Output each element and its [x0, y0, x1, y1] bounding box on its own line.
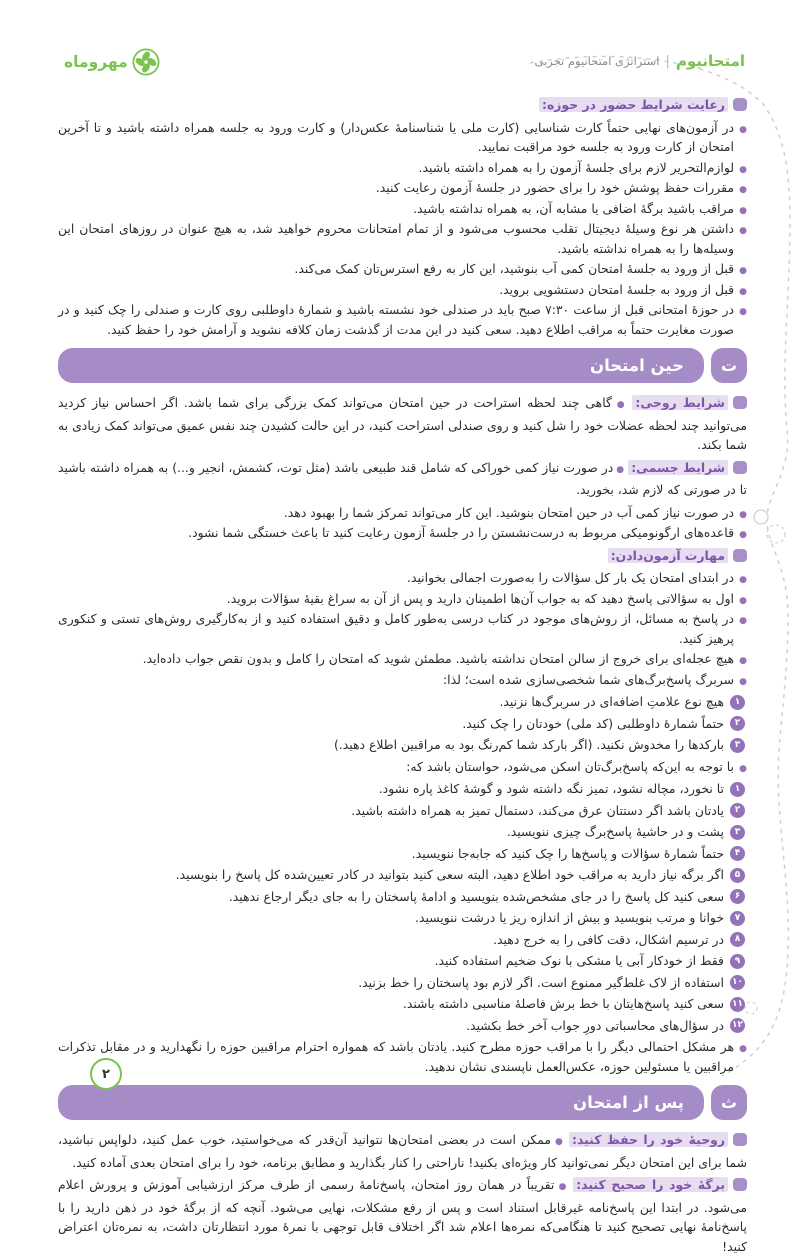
bullet-dot-icon: [739, 670, 747, 693]
bullet-dot-icon: [739, 219, 747, 242]
number-badge: ۶: [730, 889, 745, 904]
square-bullet-icon: [733, 461, 747, 474]
list-item: ● داشتن هر نوع وسیلهٔ دیجیتال تقلب محسوب می‌شود و از تمام امتحانات محروم خواهید شد، به هیچ عنوان در روزهای امتحان این وسیله‌ها را به همراه نداشته باشید.: [58, 219, 747, 258]
section-presence-heading: [58, 95, 747, 115]
section-text: در صورت نیاز کمی خوراکی که شامل قند طبیعی باشد (مثل توت، کشمش، انجیر و...) به همراه داشته باشید تا در صورتی که لازم شد، بخورید.: [58, 459, 747, 497]
pinwheel-icon: [131, 47, 161, 77]
banner-title: حین امتحان: [590, 356, 684, 375]
banner-bar: [58, 1085, 704, 1120]
square-bullet-icon: [733, 1178, 747, 1191]
banner-during-exam: [58, 348, 747, 383]
list-item: ● در آزمون‌های نهایی حتماً کارت شناسایی (کارت ملی یا شناسنامهٔ عکس‌دار) و کارت ورود به جلسه همراه داشته باشید و تا آخرین امتحان از کارت ورود به جلسه خود مراقبت نمایید.: [58, 118, 747, 157]
numbered-item: ۸ در ترسیم اشکال، دقت کافی را به خرج دهید.: [58, 930, 747, 950]
banner-letter-chip: ت: [711, 348, 747, 383]
banner-bar: [58, 348, 704, 383]
bullet-dot-icon: [612, 395, 627, 410]
number-badge: ۲: [730, 803, 745, 818]
numbered-item: ۳ بارکدها را مخدوش نکنید. (اگر بارکد شما کم‌رنگ بود به مراقبین اطلاع دهید.): [58, 735, 747, 755]
numbered-item: ۲ یادتان باشد اگر دستتان عرق می‌کند، دستمال تمیز به همراه داشته باشید.: [58, 801, 747, 821]
header-brand: [535, 52, 746, 70]
skill-bullet-list: [58, 568, 747, 689]
header-sheet-numbered-list: [58, 692, 747, 755]
section-label: شرایط جسمی:: [628, 460, 728, 475]
bullet-dot-icon: [739, 523, 747, 546]
square-bullet-icon: [733, 1133, 747, 1146]
section-check-sheet: [58, 1175, 747, 1256]
number-badge: ۹: [730, 954, 745, 969]
list-item: ● در حوزهٔ امتحانی قبل از ساعت ۷:۳۰ صبح باید در صندلی خود نشسته باشید و شمارهٔ داوطلبی روی کارت و صندلی را چک کنید و در صورت مغایرت حتماً به مراقب اطلاع دهید. سعی کنید در این مدت از گذشت زمان کلافه نشوید و آرامش خود را حفظ کنید.: [58, 300, 747, 339]
section-keep-spirit: [58, 1130, 747, 1172]
section-label: مهارت آزمون‌دادن:: [608, 548, 728, 563]
section-mental: [58, 393, 747, 455]
list-item: ● مراقب باشید برگهٔ اضافی یا مشابه آن، به همراه نداشته باشید.: [58, 199, 747, 219]
section-text: ممکن است در بعضی امتحان‌ها نتوانید آن‌قدر که می‌خواستید، خوب عمل کنید، دلواپس نباشید، شما برای این امتحان دیگر نمی‌توانید کار ویژه‌ای بکنید! ناراحتی را کنار بگذارید و مطابق برنامه، خود را برای امتحان بعدی آماده کنید.: [58, 1132, 747, 1170]
list-item: ● در صورت نیاز کمی آب در حین امتحان بنوشید. این کار می‌تواند تمرکز شما را بهبود دهد.: [58, 503, 747, 523]
number-badge: ۸: [730, 932, 745, 947]
bullet-dot-icon: [739, 199, 747, 222]
bullet-dot-icon: [739, 259, 747, 282]
number-badge: ۲: [730, 716, 745, 731]
bullet-dot-icon: [739, 1037, 747, 1060]
square-bullet-icon: [733, 98, 747, 111]
section-label: برگهٔ خود را صحیح کنید:: [573, 1177, 728, 1192]
banner-title: پس از امتحان: [573, 1093, 684, 1112]
section-text: تقریباً در همان روز امتحان، پاسخ‌نامهٔ رسمی از طرف مرکز ارزشیابی آموزش و پرورش اعلام می‌شود. در ابتدا این پاسخ‌نامه غیرقابل استناد است و پس از رفع مشکلات، نهایی می‌شود. آنچه که از برگهٔ خود در ذهن دارید را با پاسخ‌نامهٔ نهایی تصحیح کنید تا هنگامی‌که نمره‌ها اعلام شد اگر اختلاف قابل توجهی با نمرهٔ مورد انتظارتان داشت، به نمره‌تان اعتراض کنید!: [58, 1177, 747, 1254]
list-item: ● سربرگ پاسخ‌برگ‌های شما شخصی‌سازی شده است؛ لذا:: [58, 670, 747, 690]
numbered-item: ۱۰ استفاده از لاک غلط‌گیر ممنوع است. اگر لازم بود پاسختان را خط بزنید.: [358, 974, 743, 990]
list-item: ● با توجه به این‌که پاسخ‌برگ‌تان اسکن می‌شود، حواستان باشد که:: [58, 757, 747, 777]
numbered-item: ۳ پشت و در حاشیهٔ پاسخ‌برگ چیزی ننویسید.: [58, 822, 747, 842]
section-text: گاهی چند لحظه استراحت در حین امتحان می‌تواند کمک بزرگی برای شما باشد. اگر احساس نیاز کردید می‌توانید چند لحظه عضلات خود را شل کنید و روی صندلی استراحت کنید، در این حالت کشیدن چند نفس عمیق می‌تواند کمک زیادی به شما بکند.: [58, 395, 747, 452]
scan-intro: [58, 757, 747, 777]
number-badge: ۱۰: [730, 975, 745, 990]
bullet-dot-icon: [739, 158, 747, 181]
bullet-dot-icon: [739, 649, 747, 672]
bullet-dot-icon: [554, 1177, 568, 1192]
numbered-item: ۱ تا نخورد، مچاله نشود، تمیز نگه داشته شود و گوشهٔ کاغذ پاره نشود.: [58, 779, 747, 799]
bullet-dot-icon: [739, 609, 747, 632]
list-item: ● قبل از ورود به جلسهٔ امتحان دستشویی بروید.: [58, 280, 747, 300]
bullet-dot-icon: [739, 178, 747, 201]
physical-bullet-list: [58, 503, 747, 543]
numbered-item: ۱ هیچ نوع علامتِ اضافه‌ای در سربرگ‌ها نزنید.: [58, 692, 747, 712]
numbered-item: ۴ حتماً شمارهٔ سؤالات و پاسخ‌ها را چک کنید که جابه‌جا ننویسید.: [58, 844, 747, 864]
publisher-name: مهروماه: [64, 53, 128, 71]
bullet-dot-icon: [739, 589, 747, 612]
brand-subtitle: استراتژی امتحانیوم تجربی: [534, 54, 660, 68]
section-skill-heading: [58, 546, 747, 566]
numbered-item: ۷ خوانا و مرتب بنویسید و بیش از اندازه ریز یا درشت ننویسید.: [58, 908, 747, 928]
bullet-dot-icon: [739, 757, 747, 780]
list-item: ● لوازم‌التحریر لازم برای جلسهٔ آزمون را به همراه داشته باشید.: [58, 158, 747, 178]
list-item: ● قبل از ورود به جلسهٔ امتحان کمی آب بنوشید، این کار به رفع استرس‌تان کمک می‌کند.: [58, 259, 747, 279]
numbered-item: ۲ حتماً شمارهٔ داوطلبی (کد ملی) خودتان را چک کنید.: [58, 714, 747, 734]
skill-closing: [58, 1037, 747, 1076]
bullet-dot-icon: [551, 1132, 564, 1147]
number-badge: ۱۱: [730, 997, 745, 1012]
numbered-item: ۵ اگر برگه نیاز دارید به مراقب خود اطلاع دهید، البته سعی کنید بتوانید در کادر تعیین‌شده کل پاسخ را بنویسید.: [58, 865, 747, 885]
numbered-item: ۶ سعی کنید کل پاسخ را در جای مشخص‌شده بنویسید و ادامهٔ پاسختان را به جای دیگر ارجاع ندهید.: [58, 887, 747, 907]
list-item: ● اول به سؤالاتی پاسخ دهید که به جواب آن‌ها اطمینان دارید و پس از آن به سراغ بقیهٔ سؤالات بروید.: [58, 589, 747, 609]
numbered-item: ۱۲ در سؤال‌های محاسباتی دورِ جواب آخر خط بکشید.: [466, 1017, 743, 1033]
square-bullet-icon: [733, 549, 747, 562]
number-badge: ۱۲: [730, 1018, 745, 1033]
number-badge: ۱: [730, 695, 745, 710]
numbered-item: ۱۱ سعی کنید پاسخ‌هایتان با خط برش فاصلهٔ مناسبی داشته باشند.: [402, 996, 743, 1011]
answer-sheet-numbered-list: [58, 779, 747, 1035]
number-badge: ۱: [730, 782, 745, 797]
publisher-logo: [64, 47, 161, 77]
brand-divider: |: [665, 53, 670, 69]
list-item: ● قاعده‌های ارگونومیکی مربوط به درست‌نشستن را در جلسهٔ آزمون رعایت کنید تا باعث خستگی شما نشود.: [58, 523, 747, 543]
bullet-dot-icon: [613, 460, 624, 475]
banner-letter-chip: ث: [711, 1085, 747, 1120]
bullet-dot-icon: [739, 280, 747, 303]
list-item: ● هر مشکل احتمالی دیگر را با مراقب حوزه مطرح کنید. یادتان باشد که همواره احترام مراقبین حوزه را نگهدارید و در مقابل تذکرات مراقبین یا مسئولین حوزه، عکس‌العمل ناپسندی نشان ندهید.: [58, 1037, 747, 1076]
bullet-dot-icon: [739, 300, 747, 323]
page-content: [58, 95, 747, 1259]
number-badge: ۳: [730, 825, 745, 840]
section-physical: [58, 458, 747, 500]
square-bullet-icon: [733, 396, 747, 409]
presence-bullet-list: [58, 118, 747, 340]
brand-name: امتحانیوم: [675, 52, 745, 70]
bullet-dot-icon: [739, 568, 747, 591]
list-item: ● در ابتدای امتحان یک بار کل سؤالات را به‌صورت اجمالی بخوانید.: [58, 568, 747, 588]
list-item: ● مقررات حفظ پوشش خود را برای حضور در جلسهٔ آزمون رعایت کنید.: [58, 178, 747, 198]
section-label: روحیهٔ خود را حفظ کنید:: [569, 1132, 728, 1147]
list-item: ● در پاسخ به مسائل، از روش‌های موجود در کتاب درسی به‌طور کامل و دقیق استفاده کنید و از به‌کارگیری روش‌های تستی و کنکوری پرهیز کنید.: [58, 609, 747, 648]
banner-after-exam: [58, 1085, 747, 1120]
number-badge: ۴: [730, 846, 745, 861]
number-badge: ۵: [730, 868, 745, 883]
section-label: شرایط روحی:: [632, 395, 728, 410]
list-item: ● هیچ عجله‌ای برای خروج از سالن امتحان نداشته باشید. مطمئن شوید که امتحان را کامل و بدون نقص جواب داده‌اید.: [58, 649, 747, 669]
numbered-item: ۹ فقط از خودکار آبی یا مشکی با نوک ضخیم استفاده کنید.: [58, 951, 747, 971]
bullet-dot-icon: [739, 118, 747, 141]
number-badge: ۷: [730, 911, 745, 926]
number-badge: ۳: [730, 738, 745, 753]
section-title: رعایت شرایط حضور در حوزه:: [539, 97, 728, 112]
bullet-dot-icon: [739, 503, 747, 526]
page-number-badge: ۲: [90, 1058, 122, 1090]
